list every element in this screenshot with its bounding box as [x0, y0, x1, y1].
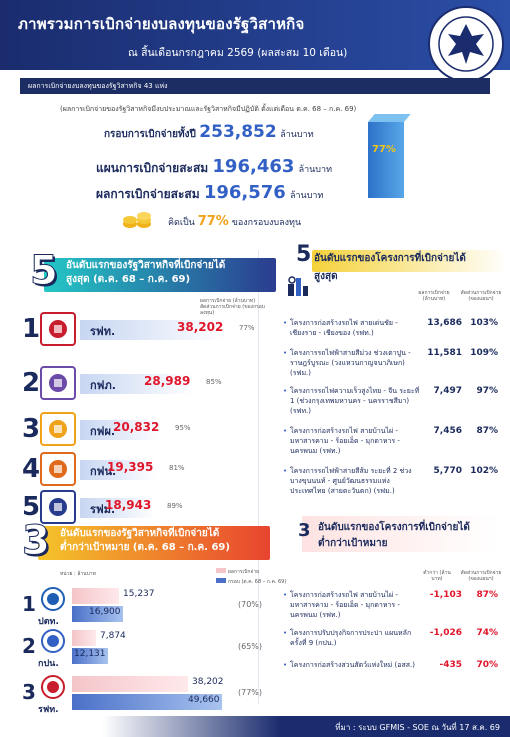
se-rank-row	[22, 310, 282, 348]
bottom3-proj-title	[318, 520, 504, 552]
bottom3-se-title-line1: อันดับแรกของรัฐวิสาหกิจที่เบิกจ่ายได้	[60, 528, 220, 539]
se-rank-row	[22, 410, 282, 448]
bottom3-proj-col1: ต่ำกว่า (ล้านบาท)	[423, 570, 451, 582]
low-project-percent: 87%	[476, 590, 498, 600]
low-se-result-value: 15,237	[123, 589, 155, 599]
frame-summary	[104, 122, 314, 142]
page-subtitle: ณ สิ้นเดือนกรกฎาคม 2569 (ผลสะสม 10 เดือน)	[128, 47, 348, 59]
result-unit: ล้านบาท	[289, 191, 324, 201]
se-rank-number: 2	[22, 368, 41, 398]
top5-proj-col1: ผลการเบิกจ่าย (ล้านบาท)	[418, 290, 450, 302]
se-rank-number: 5	[22, 492, 41, 522]
low-project-name: • โครงการก่อสร้างรถไฟ สายบ้านไผ่ - มหาสารคาม - ร้อยเอ็ด - มุกดาหาร - นครพนม (รฟท.)	[290, 590, 422, 620]
low-se-rank: 2	[22, 634, 36, 658]
bottom3-proj-title-line2: ต่ำกว่าเป้าหมาย	[318, 538, 388, 549]
low-se-frame-value: 49,660	[188, 695, 220, 705]
low-se-percent: (65%)	[238, 642, 263, 651]
low-se-result-bar	[72, 588, 119, 604]
low-se-percent: (77%)	[238, 688, 263, 697]
project-value: 11,581	[427, 348, 462, 358]
bottom3-se-title	[60, 527, 230, 555]
legend-result	[216, 568, 259, 576]
legend-frame-swatch	[216, 578, 226, 583]
low-se-frame-value: 12,131	[74, 649, 106, 659]
budget-box-percent: 77%	[372, 144, 396, 155]
plan-label: แผนการเบิกจ่ายสะสม	[96, 161, 209, 175]
top5-proj-col2: สัดส่วนการเบิกจ่าย (ของแผนฯ)	[460, 290, 502, 302]
project-name: • โครงการก่อสร้างรถไฟ สายบ้านไผ่ - มหาสารคาม - ร้อยเอ็ด - มุกดาหาร - นครพนม (รฟท.)	[290, 426, 422, 456]
low-se-result-value: 7,874	[100, 631, 126, 641]
ratio-suffix: ของกรอบงบลงทุน	[231, 218, 302, 228]
bottom3-se-unit: หน่วย : ล้านบาท	[60, 571, 96, 577]
project-name: • โครงการรถไฟฟ้าสายสีม่วง ช่วงเตาปูน - ราษฎร์บูรณะ (วงแหวนกาญจนาภิเษก) (รฟม.)	[290, 348, 422, 378]
project-value: 7,456	[433, 426, 462, 436]
project-name: • โครงการรถไฟความเร็วสูงไทย - จีน ระยะที่ 1 (ช่วงกรุงเทพมหานคร - นครราชสีมา) (รฟท.)	[290, 386, 422, 416]
se-name: รฟท.	[90, 325, 116, 338]
low-project-name: • โครงการก่อสร้างสวนสัตว์แห่งใหม่ (อสส.)	[290, 660, 422, 670]
legend-frame	[216, 578, 286, 586]
legend-frame-label: กรอบ (ต.ค. 68 – ก.ค. 69)	[228, 579, 287, 585]
project-percent: 87%	[476, 426, 498, 436]
infrastructure-icon	[286, 274, 310, 298]
project-percent: 97%	[476, 386, 498, 396]
low-se-row	[22, 628, 280, 680]
bottom3-se-number: 3	[22, 518, 50, 564]
se-percent: 81%	[169, 464, 185, 472]
banner: ผลการเบิกจ่ายงบลงทุนของรัฐวิสาหกิจ 43 แห่ง	[20, 78, 490, 94]
low-se-percent: (70%)	[238, 600, 263, 609]
se-value: 28,989	[144, 374, 191, 388]
top5-proj-number: 5	[296, 242, 312, 267]
ratio-line	[168, 214, 301, 229]
top5-se-col2: สัดส่วนการเบิกจ่าย (ของกรอบลงทุน)	[200, 304, 265, 316]
top5-proj-title-line2: สูงสุด	[314, 271, 338, 282]
coins-icon	[122, 210, 154, 230]
frame-unit: ล้านบาท	[280, 130, 314, 140]
low-project-percent: 70%	[476, 660, 498, 670]
se-rank-row	[22, 364, 282, 402]
se-rank-row	[22, 450, 282, 488]
frame-label: กรอบการเบิกจ่ายทั้งปี	[104, 129, 196, 140]
low-se-logo-icon	[40, 628, 66, 654]
bottom3-se-title-line2: ต่ำกว่าเป้าหมาย (ต.ค. 68 – ก.ค. 69)	[60, 542, 230, 553]
se-name: กฟน.	[90, 465, 117, 478]
se-name: กฟภ.	[90, 379, 116, 392]
se-rank-number: 3	[22, 414, 41, 444]
low-project-value: -1,103	[429, 590, 462, 600]
top5-proj-title-line1: อันดับแรกของโครงการที่เบิกจ่ายได้	[314, 253, 466, 264]
plan-value: 196,463	[212, 156, 295, 177]
scope-note: (ผลการเบิกจ่ายของรัฐวิสาหกิจมีงบประมาณและรัฐวิสาหกิจมีปฏิบัติ ตั้งแต่เดือน ต.ค. 68 – ก.ค. 69)	[60, 105, 357, 113]
project-percent: 109%	[470, 348, 498, 358]
se-percent: 95%	[175, 424, 191, 432]
low-se-name: ปตท.	[38, 617, 59, 627]
low-se-name: กปน.	[38, 659, 59, 669]
low-project-percent: 74%	[476, 628, 498, 638]
project-percent: 102%	[470, 466, 498, 476]
se-percent: 89%	[167, 502, 183, 510]
frame-value: 253,852	[199, 122, 277, 142]
ratio-value: 77%	[197, 214, 229, 229]
page-title: ภาพรวมการเบิกจ่ายงบลงทุนของรัฐวิสาหกิจ	[18, 15, 305, 33]
result-summary	[96, 182, 323, 204]
result-value: 196,576	[203, 182, 286, 203]
low-se-logo-icon	[40, 674, 66, 700]
se-logo-icon	[40, 452, 76, 486]
ratio-prefix: คิดเป็น	[168, 218, 195, 228]
low-project-value: -435	[439, 660, 462, 670]
low-se-frame-value: 16,900	[89, 607, 121, 617]
bottom3-proj-heading	[270, 516, 502, 560]
plan-unit: ล้านบาท	[298, 165, 332, 175]
bottom3-proj-number: 3	[298, 520, 311, 541]
source-note: ที่มา : ระบบ GFMIS - SOE ณ วันที่ 17 ส.ค. 69	[335, 723, 500, 732]
project-name: • โครงการก่อสร้างรถไฟ สายเด่นชัย - เชียงราย - เชียงของ (รฟท.)	[290, 318, 422, 338]
se-name: รฟม.	[90, 503, 116, 516]
top5-se-title	[66, 259, 225, 287]
top5-se-col1: ผลการเบิกจ่าย (ล้านบาท)	[200, 298, 256, 304]
top5-se-title-line1: อันดับแรกของรัฐวิสาหกิจที่เบิกจ่ายได้	[66, 260, 226, 271]
se-logo-icon	[40, 312, 76, 346]
se-value: 19,395	[107, 460, 154, 474]
low-se-rank: 3	[22, 680, 36, 704]
se-logo-icon	[40, 412, 76, 446]
garuda-emblem-icon	[428, 6, 504, 82]
project-value: 7,497	[433, 386, 462, 396]
low-se-result-value: 38,202	[192, 677, 224, 687]
project-value: 13,686	[427, 318, 462, 328]
se-value: 38,202	[177, 320, 224, 334]
project-percent: 103%	[470, 318, 498, 328]
project-value: 5,770	[433, 466, 462, 476]
legend-result-swatch	[216, 568, 226, 573]
bottom3-proj-col2: สัดส่วนการเบิกจ่าย (ของแผนฯ)	[460, 570, 502, 582]
se-percent: 85%	[206, 378, 222, 386]
se-rank-number: 1	[22, 314, 41, 344]
low-project-name: • โครงการปรับปรุงกิจการประปา แผนหลักครั้งที่ 9 (กปน.)	[290, 628, 422, 648]
se-percent: 77%	[239, 324, 255, 332]
se-rank-row	[22, 488, 282, 526]
legend-result-label: ผลการเบิกจ่าย	[228, 569, 260, 575]
low-se-name: รฟท.	[38, 705, 59, 715]
top5-se-number: 5	[30, 248, 58, 294]
se-name: กฟผ.	[90, 425, 116, 438]
low-se-logo-icon	[40, 586, 66, 612]
low-se-rank: 1	[22, 592, 36, 616]
plan-summary	[96, 156, 332, 178]
bottom3-proj-title-line1: อันดับแรกของโครงการที่เบิกจ่ายได้	[318, 522, 470, 533]
footer	[0, 716, 510, 737]
se-value: 18,943	[105, 498, 152, 512]
top5-proj-title	[314, 250, 510, 286]
project-name: • โครงการรถไฟฟ้าสายสีส้ม ระยะที่ 2 ช่วงบางขุนนนท์ - ศูนย์วัฒนธรรมแห่งประเทศไทย (สายตะวันตก) (รฟม.)	[290, 466, 422, 496]
budget-box-graphic	[368, 122, 404, 198]
low-se-result-bar	[72, 676, 188, 692]
top5-se-heading	[12, 248, 252, 298]
se-value: 20,832	[113, 420, 160, 434]
low-project-value: -1,026	[429, 628, 462, 638]
se-logo-icon	[40, 366, 76, 400]
low-se-result-bar	[72, 630, 96, 646]
se-rank-number: 4	[22, 454, 41, 484]
top5-se-title-line2: สูงสุด (ต.ค. 68 – ก.ค. 69)	[66, 274, 191, 285]
bottom3-se-heading	[12, 518, 262, 566]
result-label: ผลการเบิกจ่ายสะสม	[96, 187, 200, 201]
